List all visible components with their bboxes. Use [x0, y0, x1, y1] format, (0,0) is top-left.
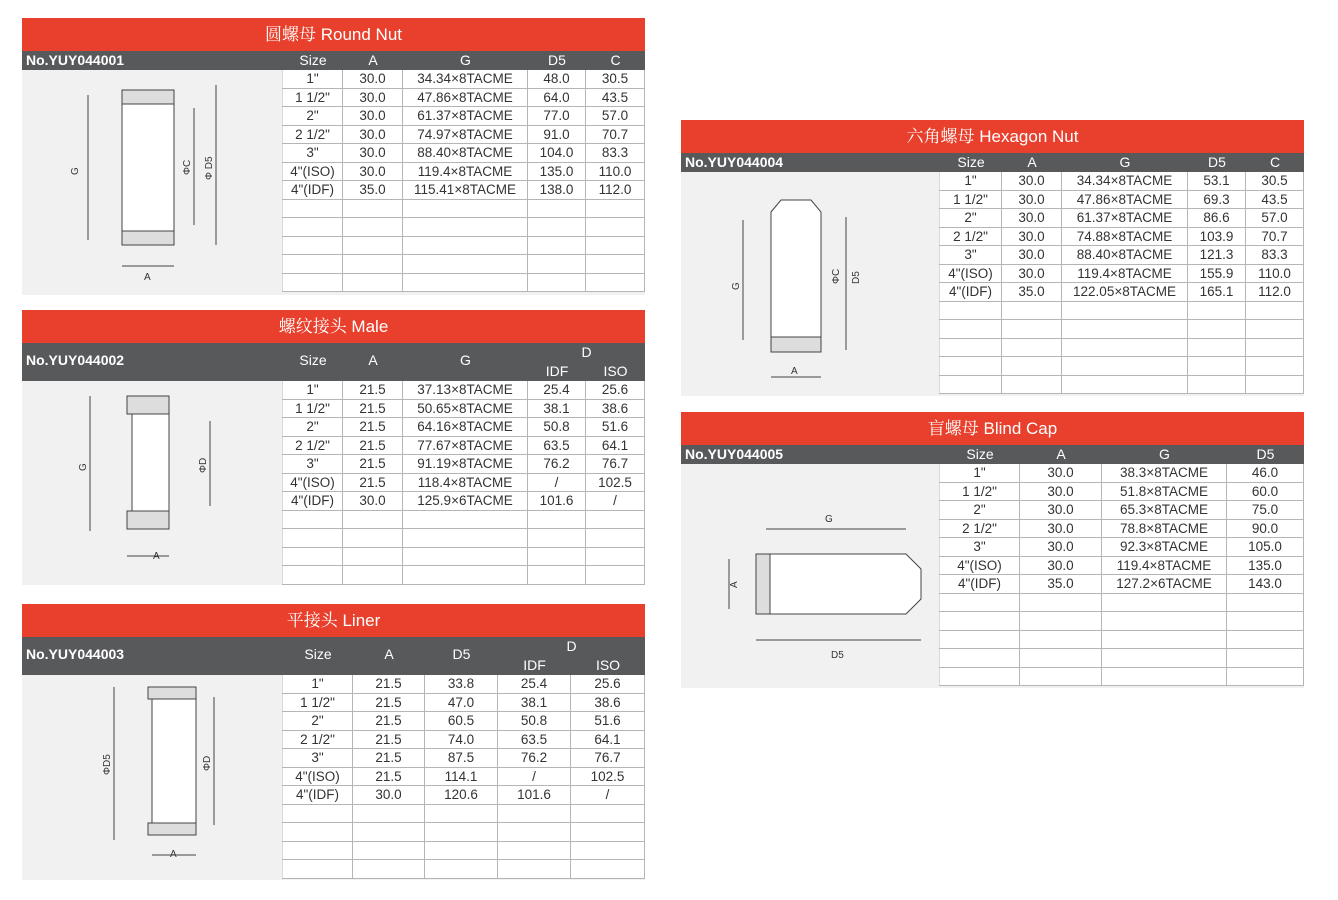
- label-c: ΦC: [831, 268, 842, 284]
- col-d5: D5: [1208, 154, 1226, 170]
- col-d: D: [581, 344, 592, 360]
- col-size: Size: [304, 646, 332, 662]
- product-number: No.YUY044002: [26, 352, 125, 368]
- empty-row: [283, 273, 645, 292]
- hexagon-nut-panel: [681, 120, 1304, 396]
- table-header: [681, 445, 1304, 464]
- male-panel: [22, 310, 645, 585]
- table-row: 4"(ISO) 30.0 119.4×8TACME 135.0: [940, 556, 1304, 575]
- table-row: 3" 21.5 87.5 76.2 76.7: [283, 749, 645, 768]
- male-drawing: [22, 381, 283, 585]
- col-size: Size: [957, 154, 985, 170]
- col-size: Size: [299, 52, 327, 68]
- table-row: 2" 21.5 60.5 50.8 51.6: [283, 712, 645, 731]
- empty-row: [940, 649, 1304, 668]
- table-row: 1" 30.0 38.3×8TACME 46.0: [940, 464, 1304, 482]
- table-row: 2" 30.0 61.37×8TACME 86.6 57.0: [940, 209, 1304, 228]
- label-a: A: [729, 581, 740, 588]
- table-row: 2 1/2" 21.5 77.67×8TACME 63.5 64.1: [283, 436, 645, 455]
- empty-row: [283, 841, 645, 860]
- product-number: No.YUY044003: [26, 646, 125, 662]
- label-g: G: [825, 514, 833, 525]
- table-row: 1" 30.0 34.34×8TACME 48.0 30.5: [283, 70, 645, 88]
- panel-title: 平接头 Liner: [22, 604, 645, 637]
- empty-row: [283, 547, 645, 566]
- col-g: G: [1119, 154, 1131, 170]
- table-row: 2" 30.0 65.3×8TACME 75.0: [940, 501, 1304, 520]
- label-d: ΦD: [202, 755, 213, 771]
- table-row: 3" 21.5 91.19×8TACME 76.2 76.7: [283, 455, 645, 474]
- round-nut-table: [282, 70, 645, 292]
- col-a: A: [368, 352, 378, 368]
- hexagon-nut-table: [939, 172, 1304, 394]
- col-c: C: [1269, 154, 1281, 170]
- table-header: [22, 51, 645, 70]
- table-row: 4"(ISO) 30.0 119.4×8TACME 135.0 110.0: [283, 162, 645, 181]
- panel-body: [681, 464, 1304, 688]
- empty-row: [283, 566, 645, 585]
- label-g: G: [731, 282, 742, 290]
- table-row: 1" 21.5 37.13×8TACME 25.4 25.6: [283, 381, 645, 399]
- table-row: 4"(IDF) 35.0 115.41×8TACME 138.0 112.0: [283, 181, 645, 200]
- table-row: 3" 30.0 88.40×8TACME 121.3 83.3: [940, 246, 1304, 265]
- table-row: 2" 30.0 61.37×8TACME 77.0 57.0: [283, 107, 645, 126]
- table-row: 1 1/2" 21.5 47.0 38.1 38.6: [283, 693, 645, 712]
- table-header: [22, 343, 645, 381]
- panel-body: [22, 675, 645, 880]
- label-d5: D5: [831, 650, 844, 661]
- liner-panel: [22, 604, 645, 880]
- col-size: Size: [299, 352, 327, 368]
- liner-table: [282, 675, 645, 879]
- table-row: 2" 21.5 64.16×8TACME 50.8 51.6: [283, 418, 645, 437]
- panel-title: 螺纹接头 Male: [22, 310, 645, 343]
- table-row: 2 1/2" 30.0 74.88×8TACME 103.9 70.7: [940, 227, 1304, 246]
- empty-row: [283, 823, 645, 842]
- empty-row: [940, 338, 1304, 357]
- empty-row: [283, 860, 645, 879]
- round-nut-panel: [22, 18, 645, 295]
- col-d-iso: ISO: [595, 657, 621, 673]
- empty-row: [283, 199, 645, 218]
- table-row: 4"(IDF) 30.0 125.9×6TACME 101.6 /: [283, 492, 645, 511]
- table-row: 4"(ISO) 30.0 119.4×8TACME 155.9 110.0: [940, 264, 1304, 283]
- table-row: 1 1/2" 30.0 47.86×8TACME 64.0 43.5: [283, 88, 645, 107]
- empty-row: [940, 593, 1304, 612]
- empty-row: [940, 357, 1304, 376]
- col-a: A: [368, 52, 378, 68]
- empty-row: [940, 630, 1304, 649]
- col-size: Size: [966, 446, 994, 462]
- label-g: G: [70, 167, 81, 175]
- label-a: A: [144, 272, 151, 283]
- col-g: G: [460, 352, 471, 368]
- product-number: No.YUY044001: [26, 52, 125, 68]
- empty-row: [940, 612, 1304, 631]
- col-g: G: [460, 52, 471, 68]
- empty-row: [283, 510, 645, 529]
- table-row: 2 1/2" 30.0 74.97×8TACME 91.0 70.7: [283, 125, 645, 144]
- product-number: No.YUY044005: [685, 446, 784, 462]
- empty-row: [940, 375, 1304, 394]
- table-header: [681, 153, 1304, 172]
- label-a: A: [791, 366, 798, 377]
- blind-cap-drawing: [681, 464, 940, 688]
- table-row: 1 1/2" 30.0 51.8×8TACME 60.0: [940, 482, 1304, 501]
- panel-title: 六角螺母 Hexagon Nut: [681, 120, 1304, 153]
- table-row: 1 1/2" 30.0 47.86×8TACME 69.3 43.5: [940, 190, 1304, 209]
- panel-body: [22, 70, 645, 295]
- panel-body: [681, 172, 1304, 396]
- col-d5: D5: [548, 52, 566, 68]
- label-a: A: [153, 551, 160, 562]
- label-g: G: [78, 463, 89, 471]
- table-row: 3" 30.0 88.40×8TACME 104.0 83.3: [283, 144, 645, 163]
- empty-row: [283, 236, 645, 255]
- label-c: ΦC: [182, 159, 193, 175]
- col-a: A: [1027, 154, 1037, 170]
- label-d: ΦD: [198, 457, 209, 473]
- table-row: 2 1/2" 30.0 78.8×8TACME 90.0: [940, 519, 1304, 538]
- col-g: G: [1159, 446, 1170, 462]
- panel-title: 盲螺母 Blind Cap: [681, 412, 1304, 445]
- empty-row: [940, 667, 1304, 686]
- table-row: 1 1/2" 21.5 50.65×8TACME 38.1 38.6: [283, 399, 645, 418]
- liner-drawing: [22, 675, 283, 880]
- panel-body: [22, 381, 645, 585]
- label-d5: Φ D5: [204, 156, 215, 180]
- table-row: 1" 30.0 34.34×8TACME 53.1 30.5: [940, 172, 1304, 190]
- table-row: 4"(ISO) 21.5 114.1 / 102.5: [283, 767, 645, 786]
- empty-row: [940, 301, 1304, 320]
- product-number: No.YUY044004: [685, 154, 784, 170]
- blind-cap-table: [939, 464, 1304, 686]
- col-d5: D5: [452, 646, 471, 662]
- col-d-iso: ISO: [603, 363, 628, 379]
- label-d5: ΦD5: [102, 754, 113, 775]
- empty-row: [940, 320, 1304, 339]
- table-row: 1" 21.5 33.8 25.4 25.6: [283, 675, 645, 693]
- table-row: 2 1/2" 21.5 74.0 63.5 64.1: [283, 730, 645, 749]
- col-d-idf: IDF: [545, 363, 569, 379]
- empty-row: [283, 255, 645, 274]
- round-nut-drawing: [22, 70, 283, 295]
- label-d5: D5: [851, 271, 862, 284]
- col-d: D: [566, 638, 577, 654]
- col-a: A: [384, 646, 394, 662]
- empty-row: [283, 804, 645, 823]
- col-d5: D5: [1256, 446, 1275, 462]
- table-header: [22, 637, 645, 675]
- table-row: 4"(IDF) 35.0 127.2×6TACME 143.0: [940, 575, 1304, 594]
- col-d-idf: IDF: [523, 657, 546, 673]
- male-table: [282, 381, 645, 585]
- table-row: 3" 30.0 92.3×8TACME 105.0: [940, 538, 1304, 557]
- empty-row: [283, 529, 645, 548]
- blind-cap-panel: [681, 412, 1304, 688]
- col-c: C: [610, 52, 621, 68]
- panel-title: 圆螺母 Round Nut: [22, 18, 645, 51]
- empty-row: [283, 218, 645, 237]
- hexagon-nut-drawing: [681, 172, 940, 396]
- table-row: 4"(IDF) 35.0 122.05×8TACME 165.1 112.0: [940, 283, 1304, 302]
- col-a: A: [1056, 446, 1066, 462]
- table-row: 4"(ISO) 21.5 118.4×8TACME / 102.5: [283, 473, 645, 492]
- label-a: A: [170, 849, 177, 860]
- table-row: 4"(IDF) 30.0 120.6 101.6 /: [283, 786, 645, 805]
